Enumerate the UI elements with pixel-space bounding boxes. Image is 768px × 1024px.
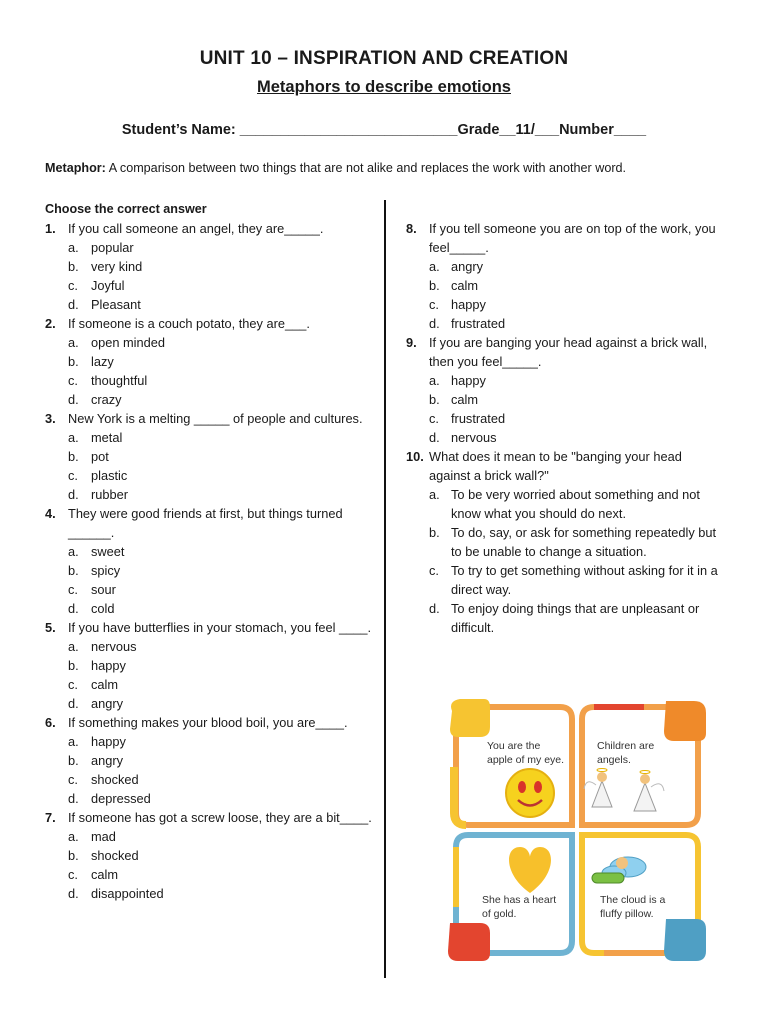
answer-option[interactable] xyxy=(45,846,375,865)
answer-options xyxy=(406,485,726,637)
option-letter: b. xyxy=(68,658,79,673)
question-text: If you tell someone you are on top of the work, you feel_____. xyxy=(429,221,716,255)
answer-options xyxy=(45,542,375,618)
definition-text: A comparison between two things that are not alike and replaces the work with another word. xyxy=(108,161,627,175)
definition-term: Metaphor: xyxy=(45,161,106,175)
answer-option[interactable] xyxy=(406,561,726,599)
answer-option[interactable] xyxy=(406,314,726,333)
question-number: 8. xyxy=(406,221,417,236)
option-letter: a. xyxy=(68,335,79,350)
option-letter: a. xyxy=(68,639,79,654)
option-letter: b. xyxy=(68,753,79,768)
answer-option[interactable] xyxy=(45,580,375,599)
answer-option[interactable] xyxy=(45,732,375,751)
question-5 xyxy=(45,618,375,637)
option-letter: d. xyxy=(68,297,79,312)
answer-option[interactable] xyxy=(45,257,375,276)
question-text: If someone is a couch potato, they are___. xyxy=(68,316,310,331)
label-children-angels: Children are angels. xyxy=(597,740,655,766)
option-letter: c. xyxy=(429,563,439,578)
option-text: thoughtful xyxy=(91,373,148,388)
option-text: metal xyxy=(91,430,123,445)
answer-option[interactable] xyxy=(406,409,726,428)
option-letter: b. xyxy=(429,525,440,540)
answer-options xyxy=(45,732,375,808)
option-text: frustrated xyxy=(451,411,506,426)
option-letter: c. xyxy=(429,411,439,426)
answer-option[interactable] xyxy=(45,447,375,466)
answer-option[interactable] xyxy=(406,428,726,447)
option-text: happy xyxy=(91,658,126,673)
option-text: sweet xyxy=(91,544,125,559)
option-text: shocked xyxy=(91,848,139,863)
option-text: open minded xyxy=(91,335,165,350)
option-letter: d. xyxy=(68,601,79,616)
question-text: What does it mean to be "banging your head against a brick wall?" xyxy=(429,449,682,483)
answer-option[interactable] xyxy=(45,485,375,504)
answer-option[interactable] xyxy=(45,390,375,409)
answer-option[interactable] xyxy=(45,561,375,580)
option-letter: d. xyxy=(429,316,440,331)
question-number: 10. xyxy=(406,449,424,464)
answer-option[interactable] xyxy=(45,637,375,656)
option-text: Joyful xyxy=(91,278,125,293)
option-letter: a. xyxy=(68,240,79,255)
option-letter: b. xyxy=(429,392,440,407)
answer-option[interactable] xyxy=(406,257,726,276)
smiley-face-icon xyxy=(506,769,554,817)
option-letter: b. xyxy=(429,278,440,293)
option-text: nervous xyxy=(91,639,137,654)
right-question-list xyxy=(406,219,726,637)
answer-option[interactable] xyxy=(45,656,375,675)
question-number: 6. xyxy=(45,715,56,730)
worksheet-subtitle: Metaphors to describe emotions xyxy=(257,78,511,96)
question-7 xyxy=(45,808,375,827)
option-letter: d. xyxy=(429,601,440,616)
option-text: To do, say, or ask for something repeatedly but to be unable to change a situation. xyxy=(451,525,717,559)
answer-options xyxy=(45,333,375,409)
question-6 xyxy=(45,713,375,732)
question-text: If you call someone an angel, they are_____. xyxy=(68,221,324,236)
option-letter: c. xyxy=(68,582,78,597)
answer-option[interactable] xyxy=(45,884,375,903)
question-text: If something makes your blood boil, you are____. xyxy=(68,715,348,730)
option-letter: d. xyxy=(429,430,440,445)
option-text: spicy xyxy=(91,563,121,578)
option-letter: b. xyxy=(68,354,79,369)
option-letter: d. xyxy=(68,696,79,711)
answer-option[interactable] xyxy=(45,542,375,561)
answer-option[interactable] xyxy=(406,276,726,295)
answer-option[interactable] xyxy=(45,371,375,390)
student-info-line: Student’s Name: ___________________________Grade__11/___Number____ xyxy=(121,122,647,138)
answer-option[interactable] xyxy=(406,390,726,409)
option-letter: a. xyxy=(429,487,440,502)
option-letter: b. xyxy=(68,259,79,274)
option-letter: a. xyxy=(429,259,440,274)
metaphor-illustration xyxy=(444,697,710,963)
question-number: 4. xyxy=(45,506,56,521)
option-text: very kind xyxy=(91,259,143,274)
question-number: 9. xyxy=(406,335,417,350)
option-text: plastic xyxy=(91,468,128,483)
question-number: 3. xyxy=(45,411,56,426)
option-text: nervous xyxy=(451,430,497,445)
question-number: 7. xyxy=(45,810,56,825)
answer-option[interactable] xyxy=(45,466,375,485)
option-text: popular xyxy=(91,240,134,255)
option-text: sour xyxy=(91,582,116,597)
option-letter: c. xyxy=(68,373,78,388)
option-text: depressed xyxy=(91,791,151,806)
option-text: rubber xyxy=(91,487,128,502)
option-text: calm xyxy=(451,278,479,293)
label-cloud-pillow: The cloud is a fluffy pillow. xyxy=(600,894,666,920)
option-text: calm xyxy=(91,677,119,692)
label-heart-of-gold: She has a heart of gold. xyxy=(482,894,557,920)
question-1 xyxy=(45,219,375,238)
option-text: crazy xyxy=(91,392,122,407)
answer-option[interactable] xyxy=(45,276,375,295)
answer-options xyxy=(406,371,726,447)
option-text: calm xyxy=(91,867,119,882)
answer-option[interactable] xyxy=(406,599,726,637)
worksheet-title: UNIT 10 – INSPIRATION AND CREATION xyxy=(199,48,569,69)
instructions: Choose the correct answer xyxy=(45,202,207,216)
answer-option[interactable] xyxy=(406,523,726,561)
answer-options xyxy=(406,257,726,333)
answer-option[interactable] xyxy=(406,371,726,390)
answer-options xyxy=(45,238,375,314)
answer-options xyxy=(45,428,375,504)
answer-option[interactable] xyxy=(45,352,375,371)
question-3 xyxy=(45,409,375,428)
question-text: New York is a melting _____ of people and cultures. xyxy=(68,411,363,426)
option-text: lazy xyxy=(91,354,114,369)
option-letter: d. xyxy=(68,392,79,407)
option-letter: c. xyxy=(68,772,78,787)
answer-option[interactable] xyxy=(45,333,375,352)
left-question-column xyxy=(45,200,375,903)
right-question-column xyxy=(406,219,726,637)
option-letter: c. xyxy=(429,297,439,312)
answer-option[interactable] xyxy=(45,295,375,314)
option-text: disappointed xyxy=(91,886,164,901)
answer-option[interactable] xyxy=(406,295,726,314)
option-text: angry xyxy=(451,259,484,274)
option-text: pot xyxy=(91,449,109,464)
option-letter: c. xyxy=(68,278,78,293)
answer-options xyxy=(45,827,375,903)
question-number: 5. xyxy=(45,620,56,635)
answer-option[interactable] xyxy=(45,599,375,618)
option-letter: a. xyxy=(68,829,79,844)
option-letter: d. xyxy=(68,886,79,901)
option-text: angry xyxy=(91,696,124,711)
question-2 xyxy=(45,314,375,333)
option-text: Pleasant xyxy=(91,297,141,312)
option-text: To try to get something without asking for it in a direct way. xyxy=(451,563,718,597)
question-text: If you have butterflies in your stomach, you feel ____. xyxy=(68,620,372,635)
option-text: To be very worried about something and not know what you should do next. xyxy=(451,487,700,521)
option-text: calm xyxy=(451,392,479,407)
answer-option[interactable] xyxy=(45,428,375,447)
option-text: shocked xyxy=(91,772,139,787)
option-letter: c. xyxy=(68,468,78,483)
answer-options xyxy=(45,637,375,713)
option-letter: d. xyxy=(68,487,79,502)
option-text: cold xyxy=(91,601,115,616)
answer-option[interactable] xyxy=(45,865,375,884)
option-text: To enjoy doing things that are unpleasant or difficult. xyxy=(451,601,700,635)
answer-option[interactable] xyxy=(45,238,375,257)
option-letter: a. xyxy=(68,544,79,559)
butterfly-petals-graphic xyxy=(444,697,710,963)
answer-option[interactable] xyxy=(45,770,375,789)
question-4 xyxy=(45,504,375,542)
question-8 xyxy=(406,219,726,257)
answer-option[interactable] xyxy=(406,485,726,523)
label-apple-of-my-eye: You are the apple of my eye. xyxy=(487,740,565,766)
question-9 xyxy=(406,333,726,371)
option-letter: a. xyxy=(429,373,440,388)
option-letter: d. xyxy=(68,791,79,806)
question-text: If you are banging your head against a brick wall, then you feel_____. xyxy=(429,335,708,369)
answer-option[interactable] xyxy=(45,827,375,846)
question-10 xyxy=(406,447,726,485)
option-letter: c. xyxy=(68,867,78,882)
question-number: 2. xyxy=(45,316,56,331)
answer-option[interactable] xyxy=(45,675,375,694)
option-text: mad xyxy=(91,829,116,844)
option-text: frustrated xyxy=(451,316,506,331)
answer-option[interactable] xyxy=(45,694,375,713)
column-divider xyxy=(384,200,386,978)
answer-option[interactable] xyxy=(45,751,375,770)
option-letter: c. xyxy=(68,677,78,692)
metaphor-definition xyxy=(45,161,735,175)
option-text: angry xyxy=(91,753,124,768)
option-letter: b. xyxy=(68,848,79,863)
answer-option[interactable] xyxy=(45,789,375,808)
option-letter: a. xyxy=(68,734,79,749)
question-text: They were good friends at first, but things turned ______. xyxy=(68,506,343,540)
option-text: happy xyxy=(451,373,486,388)
left-question-list xyxy=(45,219,375,903)
question-number: 1. xyxy=(45,221,56,236)
question-text: If someone has got a screw loose, they are a bit____. xyxy=(68,810,372,825)
option-text: happy xyxy=(91,734,126,749)
option-letter: b. xyxy=(68,449,79,464)
option-letter: b. xyxy=(68,563,79,578)
option-letter: a. xyxy=(68,430,79,445)
option-text: happy xyxy=(451,297,486,312)
